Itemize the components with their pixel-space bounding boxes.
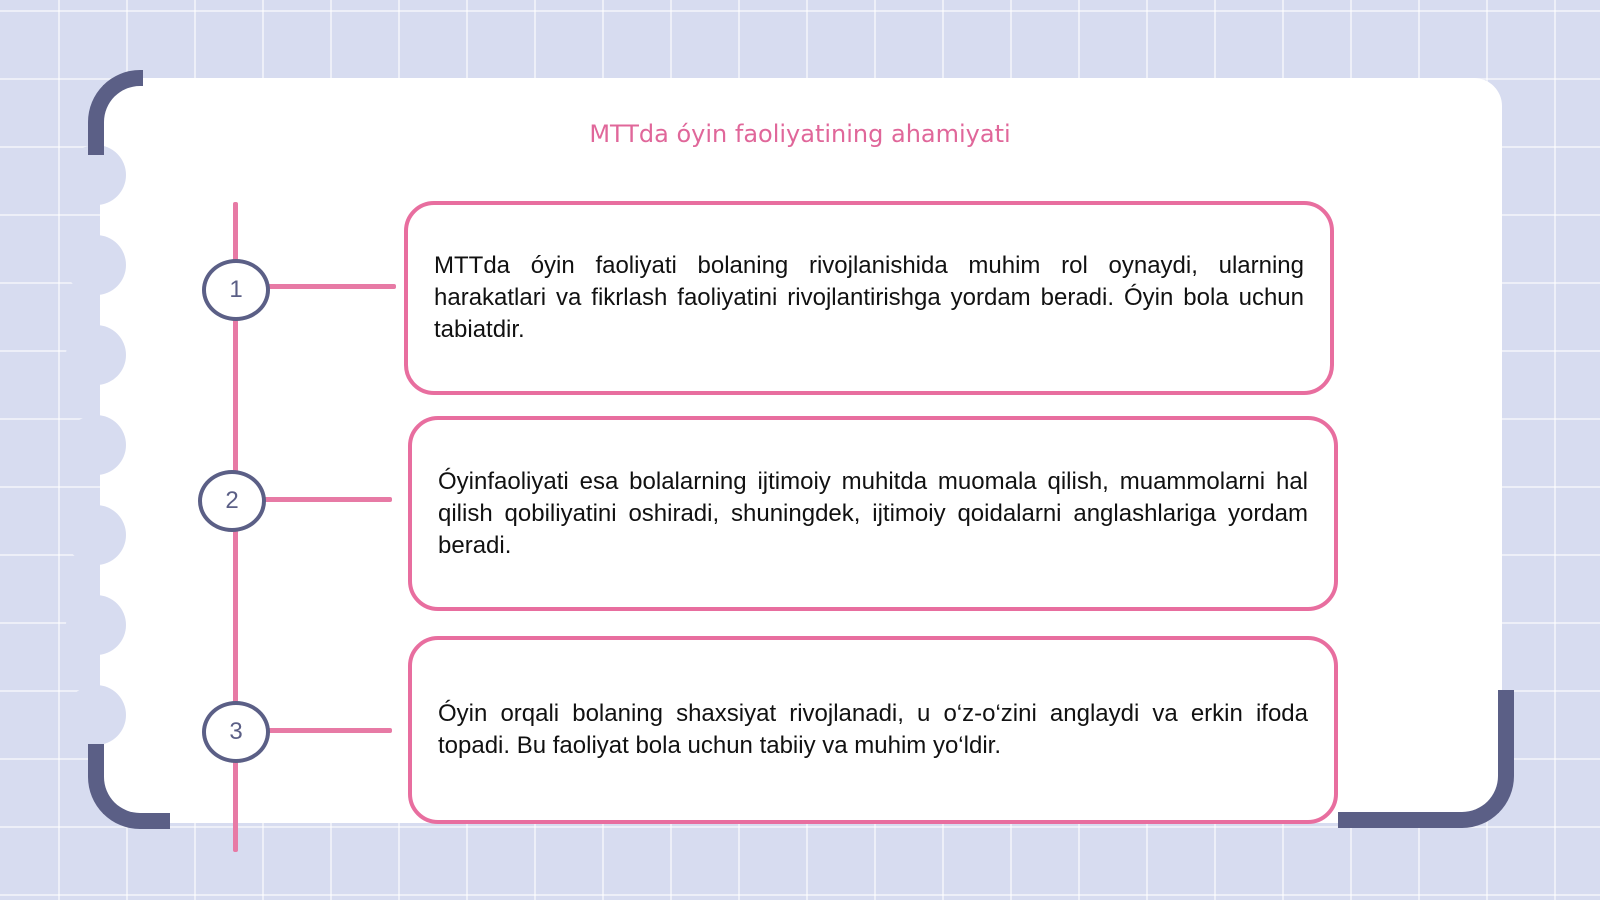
content-box-2 <box>408 416 1338 611</box>
step-number-2: 2 <box>198 470 266 532</box>
scallop-decoration <box>66 505 126 565</box>
corner-bracket-bottom-left <box>88 744 170 829</box>
corner-bracket-top-left <box>88 70 143 155</box>
content-text-2: Óyinfaoliyati esa bolalarning ijtimoiy muhitda muomala qilish, muammolarni hal qilish qobiliyatini oshiradi, shuningdek, ijtimoiy qoidalarni anglashlariga yordam beradi. <box>438 467 1308 559</box>
content-box-3 <box>408 636 1338 824</box>
timeline-connector-2 <box>264 497 392 502</box>
scallop-decoration <box>66 325 126 385</box>
step-number-1: 1 <box>202 259 270 321</box>
scallop-decoration <box>66 685 126 745</box>
scallop-decoration <box>66 235 126 295</box>
scallop-decoration <box>66 415 126 475</box>
content-box-1 <box>404 201 1334 395</box>
timeline-connector-3 <box>268 728 392 733</box>
slide-title: MTTda óyin faoliyatining ahamiyati <box>589 120 1011 148</box>
timeline-connector-1 <box>268 284 396 289</box>
content-text-3: Óyin orqali bolaning shaxsiyat rivojlanadi, u o‘z-o‘zini anglaydi va erkin ifoda topadi. Bu faoliyat bola uchun tabiiy va muhim yo‘ldir. <box>438 700 1308 759</box>
step-number-3: 3 <box>202 701 270 763</box>
corner-bracket-bottom-right <box>1338 690 1514 828</box>
content-text-1: MTTda óyin faoliyati bolaning rivojlanishida muhim rol oynaydi, ularning harakatlari va fikrlash faoliyatini rivojlantirishga yordam beradi. Óyin bola uchun tabiatdir. <box>434 252 1304 343</box>
scallop-decoration <box>66 595 126 655</box>
